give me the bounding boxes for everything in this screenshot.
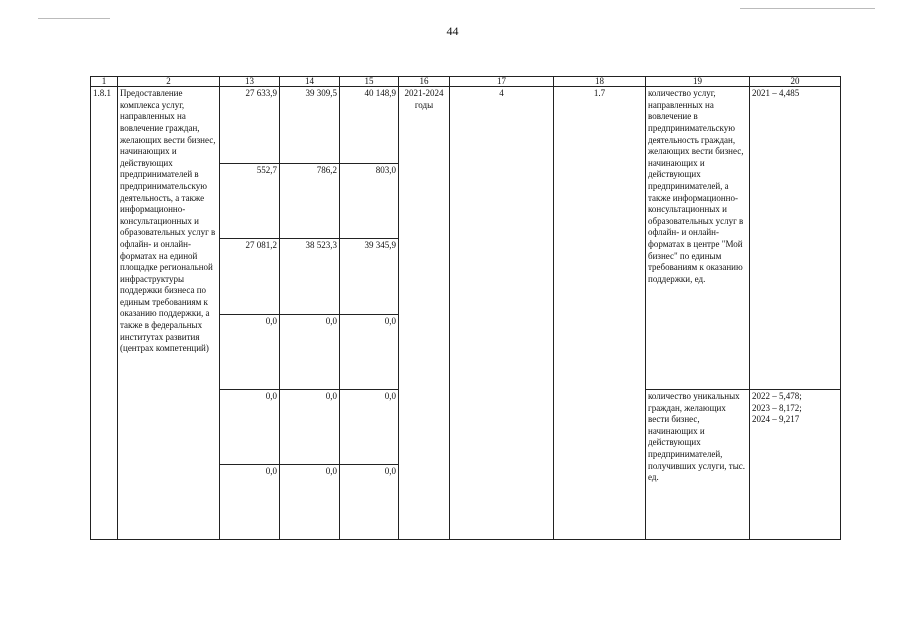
value-cell: 0,0 [220, 465, 280, 540]
value-cell: 552,7 [220, 163, 280, 238]
header-cell: 17 [450, 77, 554, 87]
value-cell: 786,2 [280, 163, 340, 238]
indicator-values [750, 87, 841, 390]
value-cell: 39 345,9 [340, 239, 399, 314]
value-cell: 39 309,5 [280, 87, 340, 163]
value-cell: 0,0 [280, 314, 340, 389]
page-number: 44 [446, 24, 459, 38]
value-cell: 40 148,9 [340, 87, 399, 163]
row-code: 1.8.1 [91, 87, 118, 540]
value-cell: 803,0 [340, 163, 399, 238]
value-cell: 0,0 [220, 390, 280, 465]
value-cell: 0,0 [340, 465, 399, 540]
header-cell: 15 [340, 77, 399, 87]
indicator-value: 2021 – 4,485 [752, 88, 800, 99]
scan-artifact-left [38, 18, 110, 19]
indicator-value: 2023 – 8,172; [752, 402, 802, 413]
value-cell: 0,0 [280, 465, 340, 540]
value-cell: 38 523,3 [280, 239, 340, 314]
program-table [90, 76, 841, 540]
indicator-text: количество услуг, направленных на вовлечение в предпринимательскую деятельность граждан, желающих вести бизнес, начинающих и действующих предпринимателей, а также информационно-консультационных и образовательных услуг в офлайн- и онлайн-форматах в центре "Мой бизнес" по единым требованиям к оказанию поддержки, ед. [646, 87, 750, 390]
value-cell: 0,0 [340, 314, 399, 389]
header-cell: 20 [750, 77, 841, 87]
header-cell: 13 [220, 77, 280, 87]
table-row [91, 87, 841, 163]
years-cell: 2021-2024 годы [399, 87, 450, 540]
indicator-text: количество уникальных граждан, желающих вести бизнес, начинающих и действующих предпринимателей, получивших услуги, тыс. ед. [646, 390, 750, 540]
header-cell: 19 [646, 77, 750, 87]
indicator-value: 2024 – 9,217 [752, 414, 800, 425]
header-cell: 16 [399, 77, 450, 87]
indicator-values [750, 390, 841, 540]
value-cell: 27 633,9 [220, 87, 280, 163]
col18-cell: 1.7 [554, 87, 646, 540]
header-cell: 18 [554, 77, 646, 87]
value-cell: 0,0 [340, 390, 399, 465]
header-cell: 14 [280, 77, 340, 87]
value-cell: 0,0 [220, 314, 280, 389]
header-cell: 1 [91, 77, 118, 87]
header-cell: 2 [118, 77, 220, 87]
scan-artifact-right [740, 8, 875, 9]
value-cell: 0,0 [280, 390, 340, 465]
header-row [91, 77, 841, 87]
indicator-value: 2022 – 5,478; [752, 391, 802, 402]
value-cell: 27 081,2 [220, 239, 280, 314]
measure-name: Предоставление комплекса услуг, направленных на вовлечение граждан, желающих вести бизнес, начинающих и действующих предпринимателей в предпринимательскую деятельность, а также информационно-консультационных и образовательных услуг в офлайн- и онлайн-форматах на единой площадке региональной инфраструктуры поддержки бизнеса по единым требованиям к оказанию поддержки, а также в федеральных институтах развития (центрах компетенций) [118, 87, 220, 540]
col17-cell: 4 [450, 87, 554, 540]
